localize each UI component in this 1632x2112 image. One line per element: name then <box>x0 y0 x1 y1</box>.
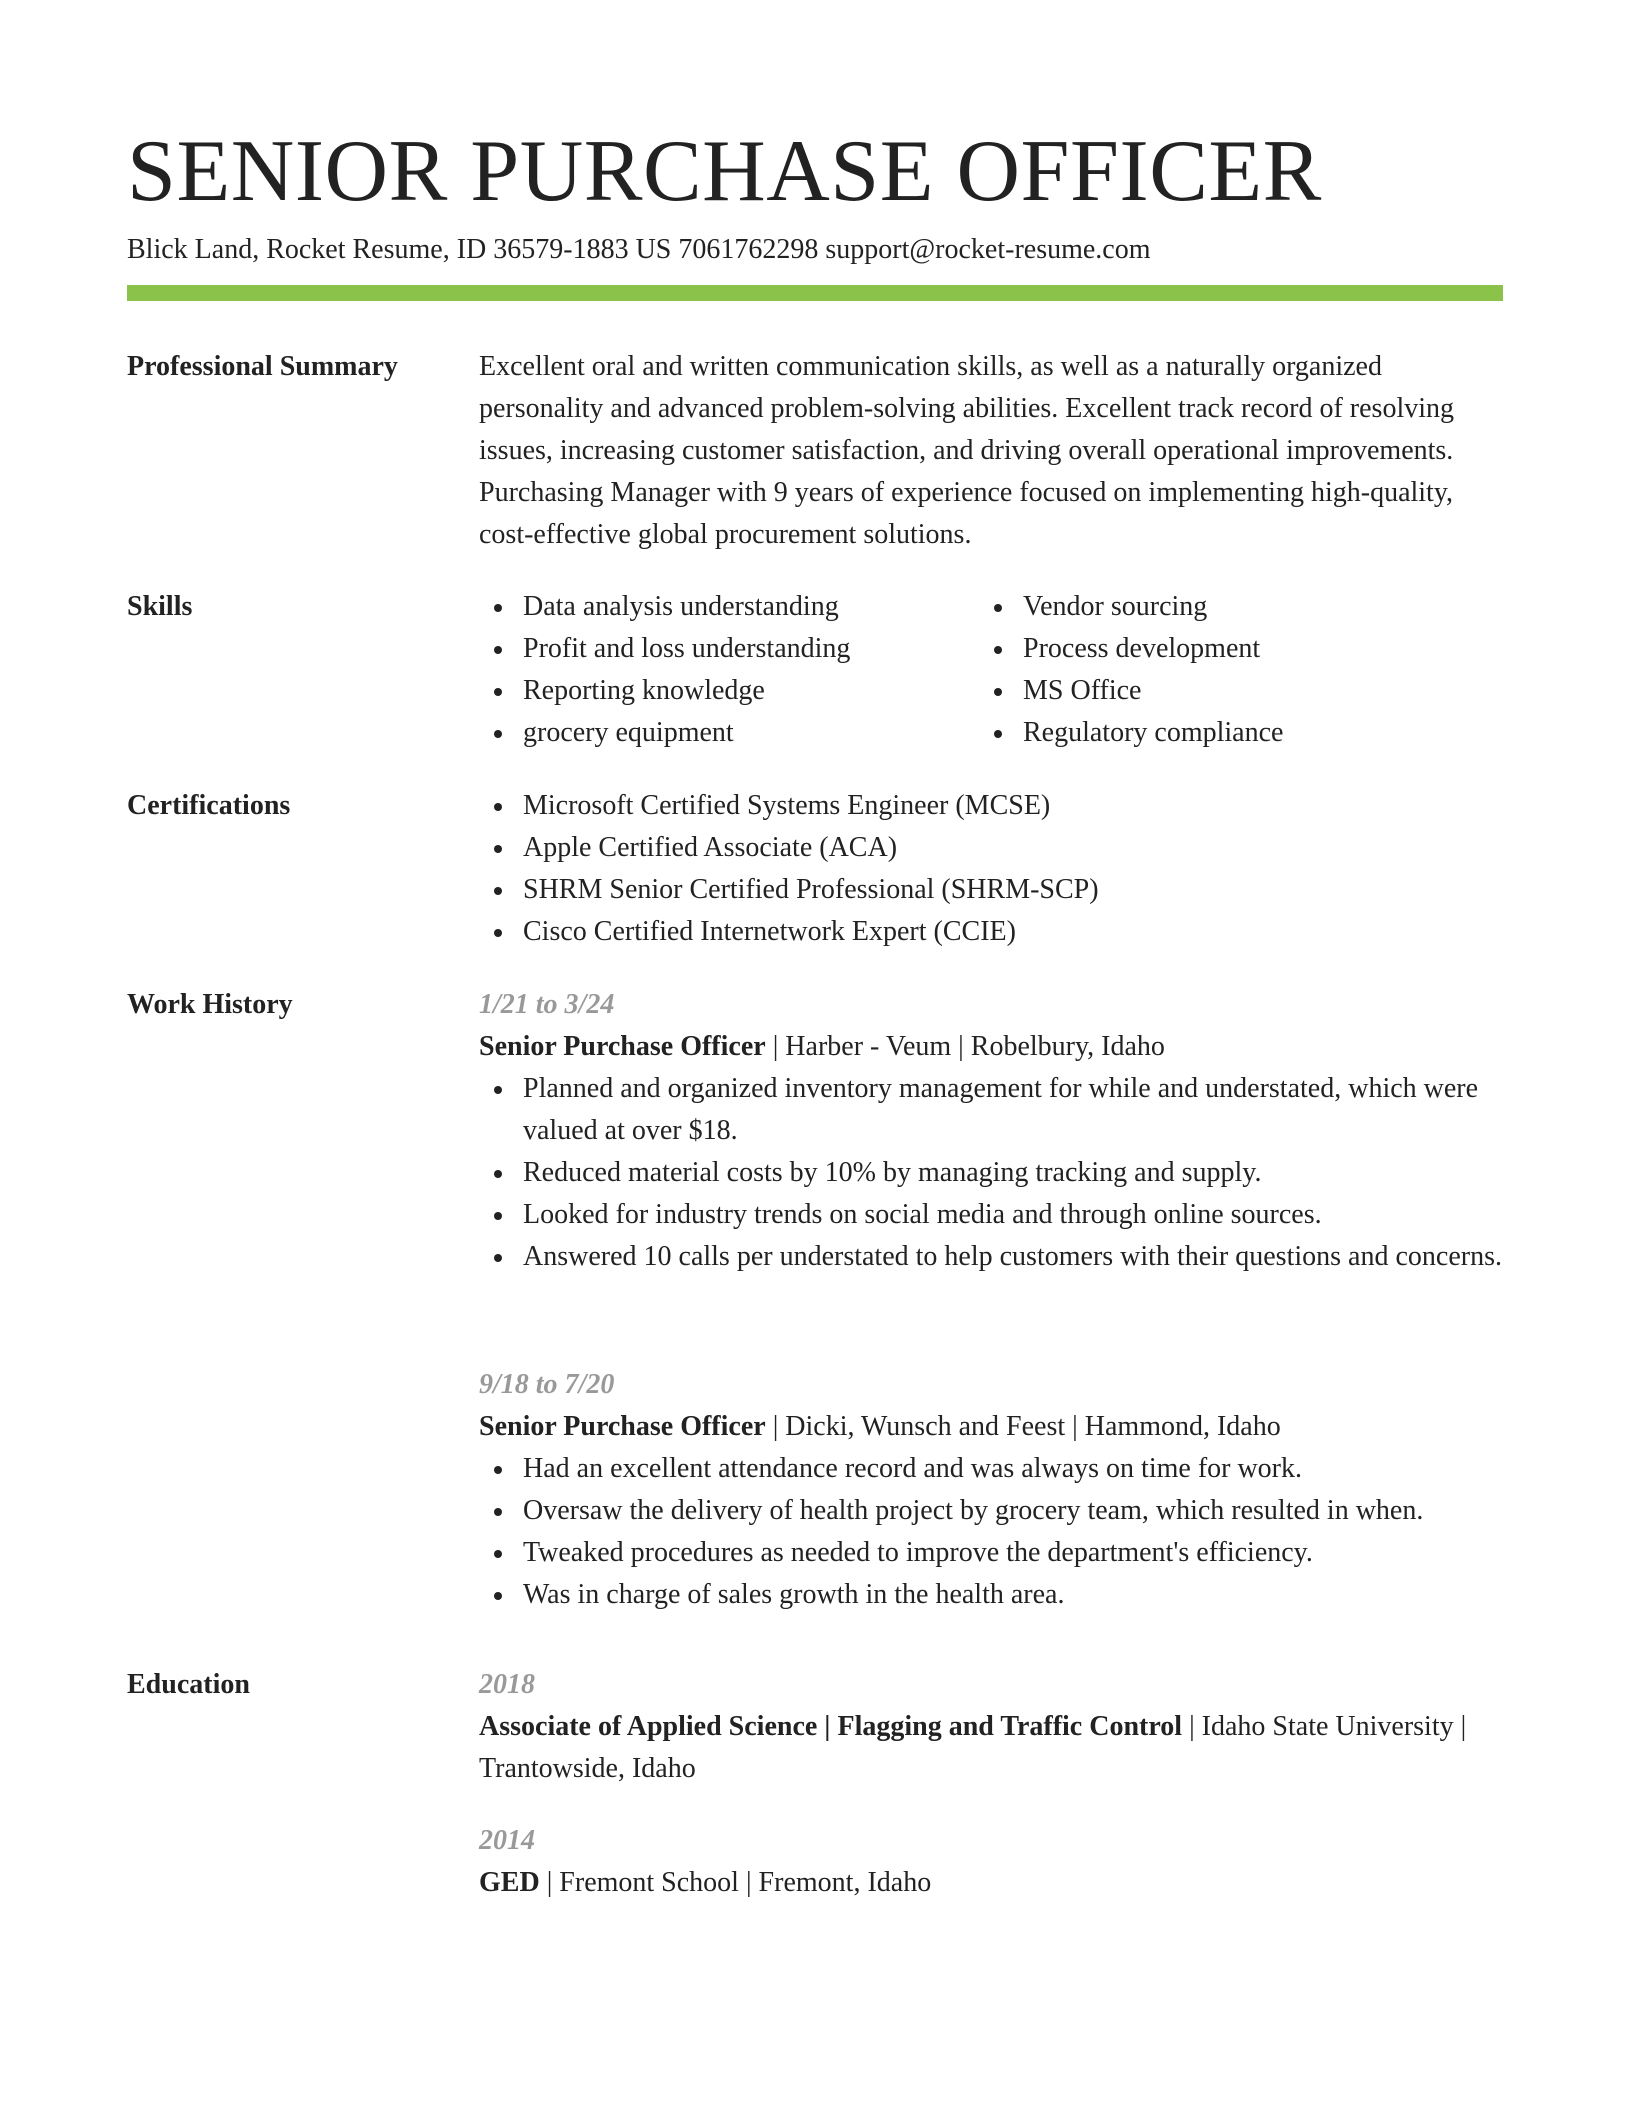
list-item <box>523 1152 1503 1194</box>
job-entry <box>479 984 1503 1278</box>
list-item <box>523 586 979 628</box>
skills-column-left <box>479 586 979 754</box>
job-role-line <box>479 1406 1503 1448</box>
certification-text: Apple Certified Associate (ACA) <box>523 832 898 863</box>
list-item <box>523 1194 1503 1236</box>
education-line <box>479 1862 1503 1904</box>
skill-text: Profit and loss understanding <box>523 633 851 664</box>
job-dates: 9/18 to 7/20 <box>479 1369 615 1400</box>
list-item <box>523 1574 1503 1616</box>
certifications-label: Certifications <box>127 790 291 821</box>
bullet-icon <box>494 1550 502 1558</box>
list-item <box>523 1448 1503 1490</box>
skills-section <box>127 586 1503 756</box>
contact-line: Blick Land, Rocket Resume, ID 36579-1883 US 7061762298 support@rocket-resume.com <box>127 234 1151 265</box>
list-item <box>523 911 1503 953</box>
list-item <box>523 1532 1503 1574</box>
work-history-label: Work History <box>127 989 293 1020</box>
bullet-icon <box>494 887 502 895</box>
bullet-icon <box>994 688 1002 696</box>
education-label: Education <box>127 1669 250 1700</box>
bullet-icon <box>494 730 502 738</box>
summary-section <box>127 346 1503 562</box>
job-bullet-text: Planned and organized inventory management for while and understated, which were valued at over $18. <box>523 1073 1479 1146</box>
job-title: Senior Purchase Officer <box>479 1411 766 1442</box>
job-bullet-text: Oversaw the delivery of health project by grocery team, which resulted in when. <box>523 1495 1424 1526</box>
education-line <box>479 1706 1503 1790</box>
list-item <box>523 785 1503 827</box>
list-item <box>523 670 979 712</box>
certification-text: Cisco Certified Internetwork Expert (CCIE) <box>523 916 1016 947</box>
bullet-icon <box>994 730 1002 738</box>
job-details: | Dicki, Wunsch and Feest | Hammond, Idaho <box>765 1411 1281 1442</box>
education-degree: Associate of Applied Science | Flagging and Traffic Control <box>479 1711 1183 1742</box>
job-bullet-text: Reduced material costs by 10% by managing tracking and supply. <box>523 1157 1262 1188</box>
skills-label: Skills <box>127 591 193 622</box>
accent-divider <box>127 285 1503 301</box>
certification-text: Microsoft Certified Systems Engineer (MCSE) <box>523 790 1051 821</box>
skill-text: grocery equipment <box>523 717 734 748</box>
certification-text: SHRM Senior Certified Professional (SHRM-SCP) <box>523 874 1099 905</box>
job-dates: 1/21 to 3/24 <box>479 989 615 1020</box>
education-year: 2014 <box>479 1825 535 1856</box>
skill-text: Data analysis understanding <box>523 591 839 622</box>
list-item <box>523 628 979 670</box>
list-item <box>523 1236 1503 1278</box>
education-entry <box>479 1664 1503 1790</box>
education-section <box>127 1664 1503 1914</box>
certifications-content <box>479 785 1503 953</box>
job-entry <box>479 1364 1503 1616</box>
list-item <box>523 827 1503 869</box>
job-bullet-text: Had an excellent attendance record and was always on time for work. <box>523 1453 1303 1484</box>
skills-column-right <box>979 586 1499 754</box>
job-bullet-text: Tweaked procedures as needed to improve the department's efficiency. <box>523 1537 1313 1568</box>
summary-label: Professional Summary <box>127 351 398 382</box>
list-item <box>1023 670 1499 712</box>
resume-title: SENIOR PURCHASE OFFICER <box>127 123 1322 220</box>
certifications-section <box>127 785 1503 955</box>
bullet-icon <box>994 604 1002 612</box>
education-details: | Idaho State University | Trantowside, Idaho <box>479 1711 1467 1784</box>
bullet-icon <box>494 845 502 853</box>
skill-text: MS Office <box>1023 675 1142 706</box>
skill-text: Vendor sourcing <box>1023 591 1208 622</box>
education-details: | Fremont School | Fremont, Idaho <box>539 1867 932 1898</box>
education-degree: GED <box>479 1867 540 1898</box>
education-year: 2018 <box>479 1669 535 1700</box>
bullet-icon <box>994 646 1002 654</box>
skill-text: Process development <box>1023 633 1261 664</box>
summary-content <box>479 346 1503 556</box>
bullet-icon <box>494 1086 502 1094</box>
list-item <box>523 1490 1503 1532</box>
bullet-icon <box>494 1212 502 1220</box>
job-bullet-text: Answered 10 calls per understated to help customers with their questions and concerns. <box>523 1241 1502 1272</box>
list-item <box>523 869 1503 911</box>
bullet-icon <box>494 803 502 811</box>
bullet-icon <box>494 1508 502 1516</box>
summary-text: Excellent oral and written communication skills, as well as a naturally organized personality and advanced problem-solving abilities. Excellent track record of resolving issues, increasing customer satisfaction, and driving overall operational improvements. Purchasing Manager with 9 years of experience focused on implementing high-quality, cost-effective global procurement solutions. <box>479 351 1455 550</box>
job-role-line <box>479 1026 1503 1068</box>
job-details: | Harber - Veum | Robelbury, Idaho <box>765 1031 1165 1062</box>
skill-text: Regulatory compliance <box>1023 717 1284 748</box>
skill-text: Reporting knowledge <box>523 675 765 706</box>
job-bullet-text: Looked for industry trends on social media and through online sources. <box>523 1199 1322 1230</box>
list-item <box>523 712 979 754</box>
list-item <box>523 1068 1503 1152</box>
bullet-icon <box>494 929 502 937</box>
job-bullet-text: Was in charge of sales growth in the health area. <box>523 1579 1065 1610</box>
bullet-icon <box>494 646 502 654</box>
job-title: Senior Purchase Officer <box>479 1031 766 1062</box>
work-history-section <box>127 984 1503 1644</box>
education-entry <box>479 1820 1503 1904</box>
bullet-icon <box>494 1254 502 1262</box>
bullet-icon <box>494 604 502 612</box>
list-item <box>1023 712 1499 754</box>
bullet-icon <box>494 1466 502 1474</box>
bullet-icon <box>494 1592 502 1600</box>
bullet-icon <box>494 688 502 696</box>
bullet-icon <box>494 1170 502 1178</box>
list-item <box>1023 586 1499 628</box>
list-item <box>1023 628 1499 670</box>
